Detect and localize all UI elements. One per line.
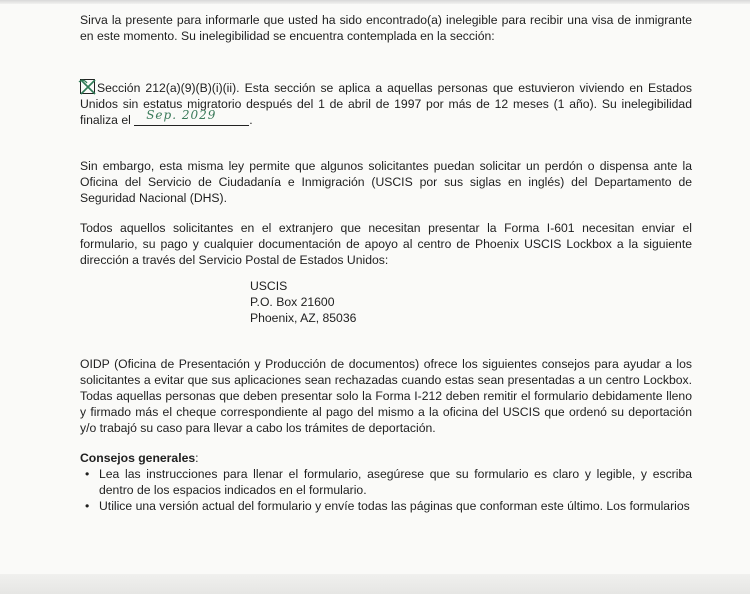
intro-paragraph: Sirva la presente para informarle que usted ha sido encontrado(a) inelegible para recibir una visa de inmigrante en este momento. Su inelegibilidad se encuentra contemplada en la sección: [80, 13, 692, 43]
address-line-3: Phoenix, AZ, 85036 [250, 311, 357, 325]
consejos-heading [80, 450, 692, 466]
waiver-paragraph: Sin embargo, esta misma ley permite que algunos solicitantes puedan solicitar un perdón o dispensa ante la Oficina del Servicio de Ciudadanía e Inmigración (USCIS por sus siglas en inglés) del Departamento de Seguridad Nacional (DHS). [80, 159, 692, 205]
mailing-address [250, 278, 692, 326]
oidp-paragraph: OIDP (Oficina de Presentación y Producción de documentos) ofrece los siguientes consejos para ayudar a los solicitantes a evitar que sus aplicaciones sean rechazadas cuando estas sean presentadas a un centro Lockbox. Todas aquellas personas que deben presentar solo la Forma I-212 deben remitir el formulario debidamente lleno y firmado más el cheque correspondiente al pago del mismo a la oficina del USCIS que ordenó su deportación y/o trabajó su caso para llevar a cabo los trámites de deportación. [80, 357, 692, 435]
list-item: • Lea las instrucciones para llenar el formulario, asegúrese que su formulario es claro y legible, y escriba dentro de los espacios indicados en el formulario. [99, 466, 692, 498]
consejos-title: Consejos generales [80, 451, 196, 465]
end-date-punct: . [249, 113, 253, 127]
bottom-edge [0, 574, 750, 594]
letter-body [80, 12, 692, 514]
top-edge [0, 0, 750, 4]
section-checkbox[interactable] [80, 79, 95, 94]
check-mark-icon [75, 74, 101, 100]
address-line-1: USCIS [250, 279, 288, 293]
section-text: Sección 212(a)(9)(B)(i)(ii). Esta sección se aplica a aquellas personas que estuvieron viviendo en Estados Unidos sin estatus migratorio después del 1 de abril de 1997 por más de 12 meses (1 año). Su inelegibilidad finaliza el [80, 81, 692, 127]
section-paragraph [80, 79, 692, 128]
end-date-handwritten: Sep. 2029 [146, 108, 217, 122]
end-date-field [134, 108, 249, 126]
consejos-list [80, 466, 692, 514]
send-paragraph: Todos aquellos solicitantes en el extranjero que necesitan presentar la Forma I-601 necesitan enviar el formulario, su pago y cualquier documentación de apoyo al centro de Phoenix USCIS Lockbox a la siguiente dirección a través del Servicio Postal de Estados Unidos: [80, 221, 692, 267]
list-item: • Utilice una versión actual del formulario y envíe todas las páginas que conforman este último. Los formularios [99, 498, 692, 514]
consejos-colon: : [195, 451, 199, 465]
address-line-2: P.O. Box 21600 [250, 295, 335, 309]
